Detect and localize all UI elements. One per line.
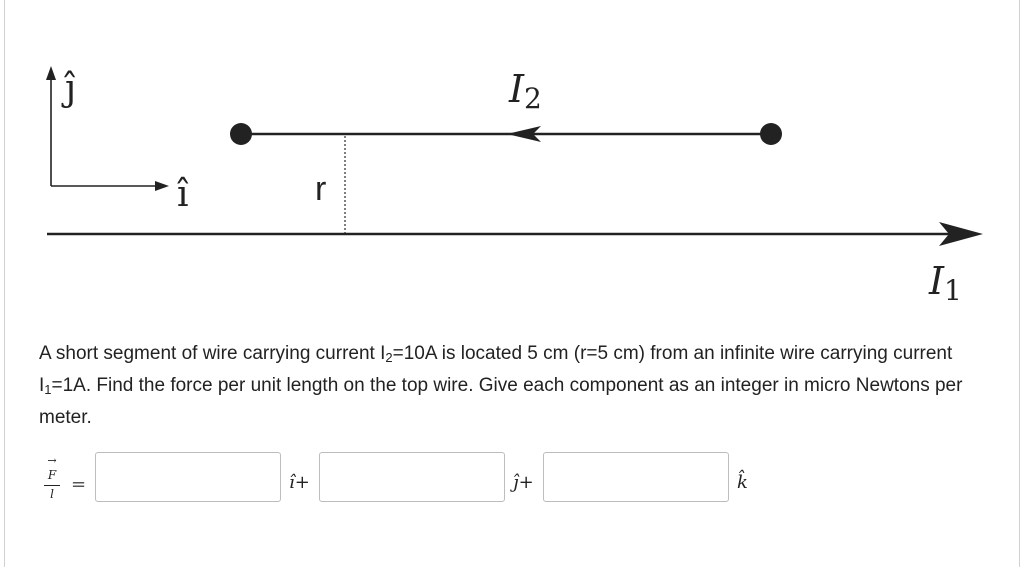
i-unit-label: î+ — [289, 472, 310, 493]
force-per-length-fraction — [41, 454, 63, 502]
fraction-bar — [44, 485, 60, 486]
j-unit-label: ĵ+ — [513, 472, 534, 493]
equals-sign: = — [71, 474, 87, 495]
k-component-input[interactable] — [543, 452, 729, 502]
i-component-input[interactable] — [95, 452, 281, 502]
current-i1-label: I1 — [929, 259, 962, 307]
top-wire-left-end — [230, 123, 252, 145]
j-arrowhead — [46, 66, 56, 80]
k-unit-label: k̂ — [737, 472, 748, 493]
top-wire-right-end — [760, 123, 782, 145]
top-wire — [230, 123, 782, 145]
answer-row — [39, 450, 799, 504]
problem-statement: A short segment of wire carrying current $I_2=10A$ is located 5 cm (r=5 cm) from an infinite wire carrying current $I_1=1A$. Find the force per unit length on the top wire. Give each component as an integer in micro Newtons per meter. — [39, 343, 963, 428]
question-panel — [4, 0, 1020, 567]
bottom-wire — [47, 222, 983, 246]
current-i2-label: I2 — [509, 67, 542, 115]
i-arrowhead — [155, 181, 169, 191]
vector-arrow-icon: → — [47, 454, 57, 467]
j-component-input[interactable] — [319, 452, 505, 502]
wire-diagram — [5, 0, 1021, 320]
fraction-numerator: F — [47, 468, 57, 482]
distance-r-label: r — [315, 170, 327, 208]
i-hat-label: î — [177, 174, 189, 215]
j-hat-label: ĵ — [65, 68, 77, 109]
fraction-denominator: l — [50, 487, 54, 501]
